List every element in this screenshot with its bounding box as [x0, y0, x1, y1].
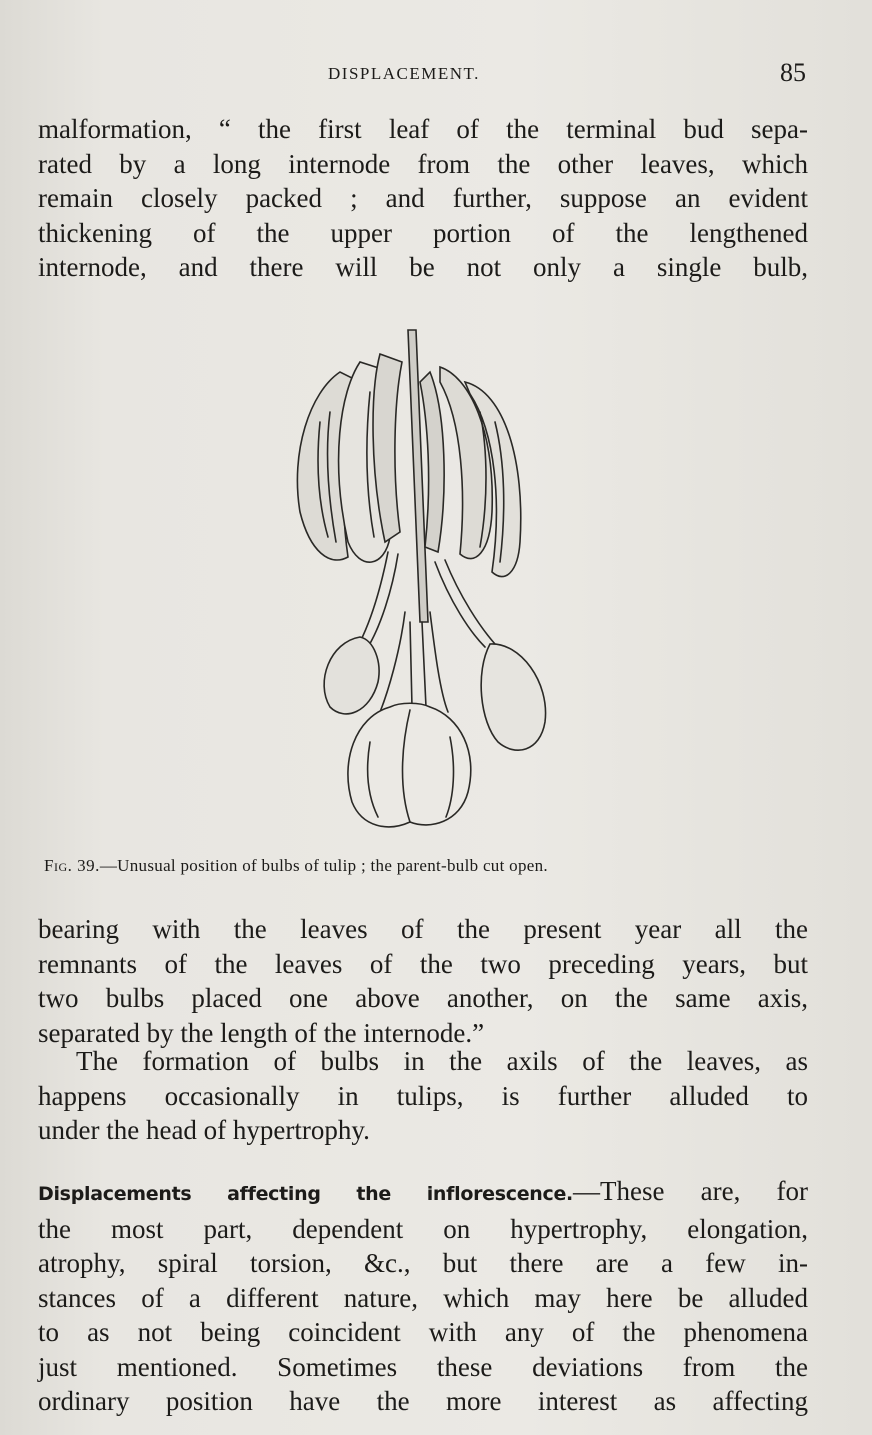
text-line: internode, and there will be not only a single bulb, [38, 252, 808, 282]
running-head [38, 58, 808, 94]
figure-caption [44, 856, 804, 876]
tulip-bulb-illustration [270, 322, 570, 842]
text-line: remnants of the leaves of the two preceding years, but [38, 948, 808, 979]
text-line: stances of a different nature, which may here be alluded [38, 1282, 808, 1313]
text-line: atrophy, spiral torsion, &c., but there are a few in- [38, 1248, 808, 1278]
text-line: ordinary position have the more interest as affecting [38, 1386, 808, 1416]
text-line [38, 1174, 808, 1212]
text-line: the most part, dependent on hypertrophy, elongation, [38, 1213, 808, 1244]
figure-label: Fig. 39. [44, 856, 100, 875]
figure-caption-text: —Unusual position of bulbs of tulip ; the parent-bulb cut open. [99, 856, 548, 875]
text-line: malformation, “ the first leaf of the terminal bud sepa- [38, 114, 808, 144]
text-line: just mentioned. Sometimes these deviations from the [38, 1351, 808, 1382]
text-line: remain closely packed ; and further, suppose an evident [38, 183, 808, 213]
text-line: rated by a long internode from the other leaves, which [38, 148, 808, 179]
paragraph-quote-end [38, 912, 808, 1050]
running-title: DISPLACEMENT. [328, 64, 480, 83]
paragraph-continuation [38, 112, 808, 285]
paragraph-inflorescence [38, 1174, 808, 1419]
text-line: to as not being coincident with any of the phenomena [38, 1317, 808, 1347]
page-number: 85 [780, 58, 806, 87]
text-line: separated by the length of the internode.” [38, 1017, 485, 1048]
text-line: bearing with the leaves of the present year all the [38, 914, 808, 944]
text-line: two bulbs placed one above another, on the same axis, [38, 983, 808, 1013]
text-line: under the head of hypertrophy. [38, 1115, 370, 1145]
text-line: happens occasionally in tulips, is further alluded to [38, 1080, 808, 1111]
text-fragment: —These are, for [572, 1176, 808, 1206]
paragraph-bulb-formation [38, 1044, 808, 1148]
section-heading: Displacements affecting the inflorescence. [38, 1183, 573, 1205]
text-line: The formation of bulbs in the axils of the leaves, as [76, 1046, 808, 1076]
text-line: thickening of the upper portion of the lengthened [38, 217, 808, 248]
